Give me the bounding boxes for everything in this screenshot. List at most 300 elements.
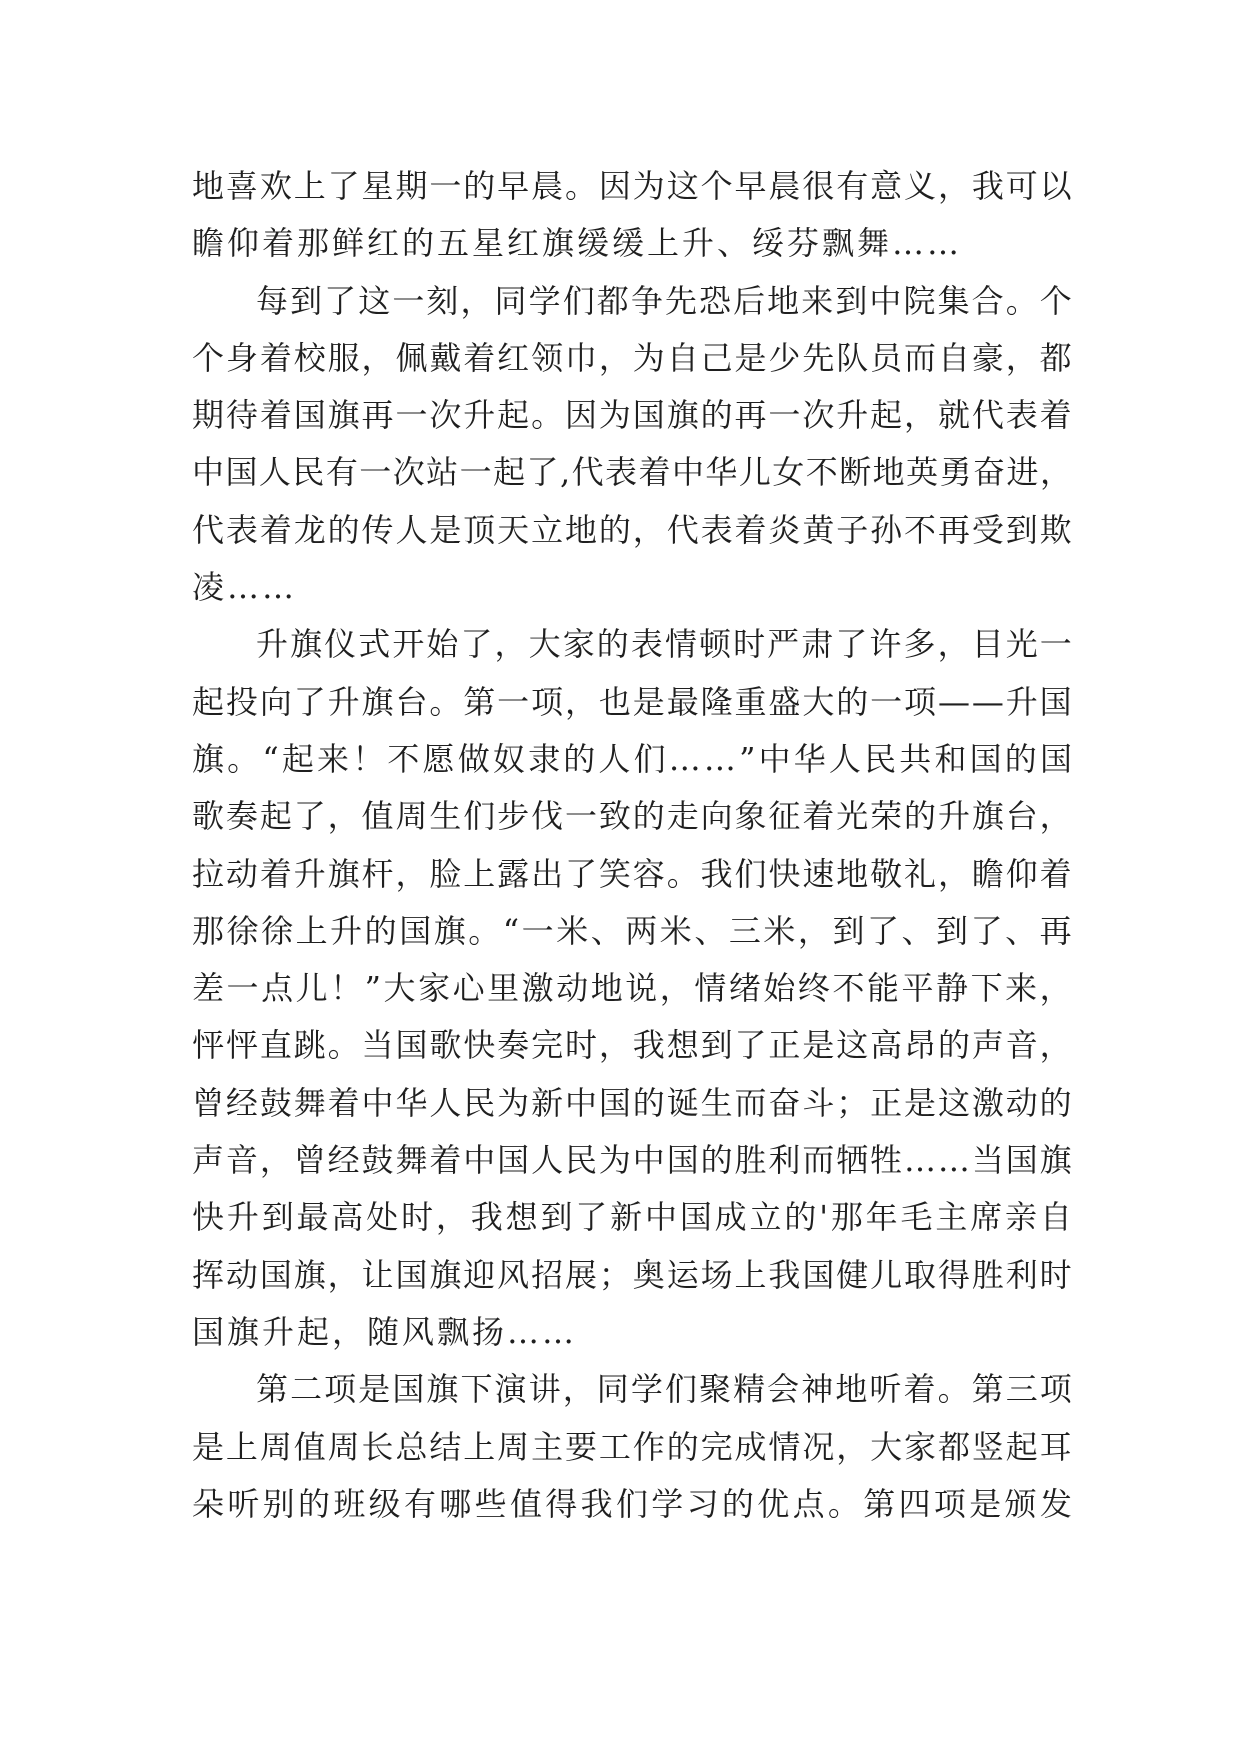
glyph: 着 xyxy=(259,510,292,549)
glyph: 容 xyxy=(632,854,665,893)
glyph: 主 xyxy=(935,1198,968,1237)
glyph: 别 xyxy=(262,1484,295,1523)
glyph: 成 xyxy=(714,1198,747,1237)
glyph: 了 xyxy=(866,911,899,950)
glyph: 直 xyxy=(259,1026,292,1065)
glyph: 早 xyxy=(734,167,767,205)
glyph: 我 xyxy=(470,1198,503,1237)
glyph: 要 xyxy=(564,1427,597,1466)
text-line: 瞻仰着那鲜红的五星红旗缓缓上升、绥芬飘舞…… xyxy=(192,224,963,263)
glyph: 曾 xyxy=(293,1141,326,1180)
glyph: 欢 xyxy=(259,167,292,205)
glyph: 两 xyxy=(625,911,658,950)
glyph: 民 xyxy=(292,453,325,492)
glyph: 国 xyxy=(632,396,665,435)
glyph: 杆 xyxy=(361,854,394,893)
glyph: 点 xyxy=(261,969,294,1008)
glyph: 是 xyxy=(429,510,462,549)
glyph: 代 xyxy=(666,510,699,549)
glyph: 时 xyxy=(564,1026,597,1065)
glyph: 意 xyxy=(870,167,903,205)
glyph: 心 xyxy=(452,969,485,1008)
glyph: — xyxy=(971,682,1004,721)
glyph: 龙 xyxy=(293,510,326,549)
glyph: ， xyxy=(598,1026,631,1065)
glyph: 这 xyxy=(358,281,391,320)
glyph: 式 xyxy=(358,625,391,664)
glyph: 黄 xyxy=(802,510,835,549)
glyph: 地 xyxy=(836,854,869,893)
glyph: 再 xyxy=(361,396,394,435)
glyph: 人 xyxy=(828,739,861,778)
glyph: 中 xyxy=(192,453,225,492)
glyph: 向 xyxy=(259,682,292,721)
glyph: 的 xyxy=(666,1427,699,1466)
glyph: 结 xyxy=(429,1427,462,1466)
glyph: ， xyxy=(598,338,631,377)
text-line xyxy=(192,616,1072,673)
glyph: 到 xyxy=(835,281,868,320)
glyph: 昂 xyxy=(904,1026,937,1065)
glyph: 表 xyxy=(225,510,258,549)
glyph: 做 xyxy=(457,739,490,778)
glyph: 中 xyxy=(361,1083,394,1122)
glyph: 舞 xyxy=(395,1141,428,1180)
glyph: 米 xyxy=(659,911,692,950)
glyph: 表 xyxy=(700,510,733,549)
glyph: 许 xyxy=(869,625,902,664)
glyph: 升 xyxy=(256,625,289,664)
glyph: 的 xyxy=(632,797,665,836)
glyph: 一 xyxy=(564,797,597,836)
glyph: 是 xyxy=(734,338,767,377)
glyph: 。 xyxy=(531,396,564,435)
glyph: 动 xyxy=(225,854,258,893)
glyph: 能 xyxy=(866,969,899,1008)
glyph: 代 xyxy=(192,510,225,549)
glyph: 走 xyxy=(666,797,699,836)
glyph: 处 xyxy=(366,1198,399,1237)
glyph: 歌 xyxy=(192,797,225,836)
glyph: 国 xyxy=(1005,1141,1038,1180)
glyph: 着 xyxy=(1039,854,1072,893)
glyph: 项 xyxy=(904,682,937,721)
glyph: 、 xyxy=(590,911,623,950)
glyph: 当 xyxy=(361,1026,394,1065)
glyph: 的 xyxy=(937,1026,970,1065)
glyph: 中 xyxy=(463,1141,496,1180)
glyph: 上 xyxy=(293,167,326,205)
glyph: 刻 xyxy=(426,281,459,320)
glyph: 们 xyxy=(562,281,595,320)
glyph: 生 xyxy=(429,797,462,836)
glyph: 聚 xyxy=(699,1370,732,1409)
glyph: 会 xyxy=(767,1370,800,1409)
glyph: 个 xyxy=(700,167,733,205)
glyph: 炎 xyxy=(768,510,801,549)
glyph: ， xyxy=(632,510,665,549)
glyph: 这 xyxy=(937,1083,970,1122)
glyph: ' xyxy=(819,1198,828,1237)
glyph: 升 xyxy=(330,911,363,950)
glyph: 健 xyxy=(836,1255,869,1294)
glyph: 队 xyxy=(836,338,869,377)
glyph: 运 xyxy=(666,1255,699,1294)
glyph: 是 xyxy=(802,1026,835,1065)
glyph: 的 xyxy=(784,1198,817,1237)
glyph: 的 xyxy=(700,396,733,435)
glyph: 得 xyxy=(545,1484,578,1523)
glyph: 耳 xyxy=(1039,1427,1072,1466)
glyph: 为 xyxy=(497,1083,530,1122)
glyph: 民 xyxy=(463,1083,496,1122)
glyph: 了 xyxy=(460,625,493,664)
glyph: 来 xyxy=(801,281,834,320)
glyph: 国 xyxy=(395,1255,428,1294)
glyph: 服 xyxy=(327,338,360,377)
glyph: 少 xyxy=(768,338,801,377)
glyph: ， xyxy=(937,167,970,205)
glyph: 地 xyxy=(872,453,905,492)
glyph: 高 xyxy=(870,1026,903,1065)
glyph: 得 xyxy=(937,1255,970,1294)
glyph: 们 xyxy=(664,1370,697,1409)
glyph: 静 xyxy=(936,969,969,1008)
glyph: 国 xyxy=(395,1026,428,1065)
glyph: 起 xyxy=(1005,1427,1038,1466)
glyph: 项 xyxy=(933,1484,966,1523)
glyph: 愿 xyxy=(422,739,455,778)
text-line xyxy=(192,502,1072,559)
glyph: 是 xyxy=(358,1370,391,1409)
glyph: 中 xyxy=(758,739,791,778)
glyph: 曾 xyxy=(192,1083,225,1122)
glyph: 到 xyxy=(832,911,865,950)
glyph: 米 xyxy=(556,911,589,950)
glyph: 次 xyxy=(802,396,835,435)
glyph: 瞻 xyxy=(971,854,1004,893)
glyph: 升 xyxy=(937,797,970,836)
glyph: 致 xyxy=(598,797,631,836)
glyph: 上 xyxy=(463,1427,496,1466)
glyph: 是 xyxy=(192,1427,225,1466)
glyph: 着 xyxy=(1039,396,1072,435)
glyph: 站 xyxy=(426,453,459,492)
glyph: 有 xyxy=(836,167,869,205)
glyph: 受 xyxy=(971,510,1004,549)
glyph: 奋 xyxy=(973,453,1006,492)
glyph: 。 xyxy=(827,1484,860,1523)
glyph: 况 xyxy=(802,1427,835,1466)
glyph: 校 xyxy=(293,338,326,377)
glyph: 晨 xyxy=(768,167,801,205)
glyph: 颁 xyxy=(1004,1484,1037,1523)
glyph: 一 xyxy=(521,911,554,950)
glyph: 脸 xyxy=(429,854,462,893)
glyph: 的 xyxy=(327,510,360,549)
glyph: 的 xyxy=(904,797,937,836)
glyph: 精 xyxy=(733,1370,766,1409)
glyph: 国 xyxy=(1039,682,1072,721)
glyph: 个 xyxy=(192,338,225,377)
glyph: 集 xyxy=(937,281,970,320)
glyph: 值 xyxy=(361,797,394,836)
glyph: ！ xyxy=(330,969,363,1008)
glyph: 舞 xyxy=(293,1083,326,1122)
glyph: 国 xyxy=(225,453,258,492)
glyph: 儿 xyxy=(738,453,771,492)
glyph: … xyxy=(937,1141,970,1180)
glyph: 地 xyxy=(590,969,623,1008)
glyph: 一 xyxy=(226,969,259,1008)
glyph: 来 xyxy=(317,739,350,778)
glyph: 着 xyxy=(802,797,835,836)
glyph: 目 xyxy=(971,625,1004,664)
glyph: 顿 xyxy=(699,625,732,664)
glyph: 年 xyxy=(865,1198,898,1237)
glyph: 升 xyxy=(327,682,360,721)
glyph: 表 xyxy=(630,625,663,664)
glyph: 怦 xyxy=(225,1026,258,1065)
glyph: 风 xyxy=(497,1255,530,1294)
glyph: 大 xyxy=(383,969,416,1008)
glyph: 牲 xyxy=(870,1141,903,1180)
glyph: 。 xyxy=(666,854,699,893)
glyph: 奏 xyxy=(497,1026,530,1065)
glyph: ， xyxy=(659,969,692,1008)
glyph: 的 xyxy=(721,1484,754,1523)
glyph: 第 xyxy=(463,682,496,721)
glyph: 和 xyxy=(934,739,967,778)
glyph: 终 xyxy=(797,969,830,1008)
glyph: 跳 xyxy=(293,1026,326,1065)
glyph: ， xyxy=(836,1427,869,1466)
glyph: 怦 xyxy=(192,1026,225,1065)
glyph: 米 xyxy=(763,911,796,950)
glyph: 因 xyxy=(598,167,631,205)
glyph: 国 xyxy=(399,911,432,950)
glyph: 奥 xyxy=(632,1255,665,1294)
glyph: 到 xyxy=(290,281,323,320)
glyph: 红 xyxy=(497,338,530,377)
glyph: 听 xyxy=(227,1484,260,1523)
glyph: 总 xyxy=(395,1427,428,1466)
glyph: 都 xyxy=(1039,338,1072,377)
glyph: 诞 xyxy=(666,1083,699,1122)
glyph: 作 xyxy=(632,1427,665,1466)
glyph: 地 xyxy=(767,281,800,320)
glyph: ！ xyxy=(352,739,385,778)
glyph: 步 xyxy=(497,797,530,836)
glyph: ， xyxy=(1005,338,1038,377)
glyph: 一 xyxy=(768,396,801,435)
glyph: 的 xyxy=(297,1484,330,1523)
text-line xyxy=(192,330,1072,387)
glyph: 们 xyxy=(633,739,666,778)
glyph: 奏 xyxy=(225,797,258,836)
glyph: 很 xyxy=(802,167,835,205)
glyph: 神 xyxy=(801,1370,834,1409)
glyph: 激 xyxy=(971,1083,1004,1122)
glyph: 时 xyxy=(401,1198,434,1237)
glyph: 、 xyxy=(1005,911,1038,950)
glyph: 开 xyxy=(392,625,425,664)
glyph: 着 xyxy=(327,1083,360,1122)
glyph: 大 xyxy=(802,682,835,721)
glyph: 。 xyxy=(564,167,597,205)
text-line xyxy=(192,674,1072,731)
glyph: 合 xyxy=(971,281,1004,320)
glyph: 动 xyxy=(225,1255,258,1294)
glyph: 恐 xyxy=(699,281,732,320)
glyph: 多 xyxy=(903,625,936,664)
glyph: 那 xyxy=(830,1198,863,1237)
glyph: ， xyxy=(361,338,394,377)
text-line xyxy=(192,731,1072,788)
glyph: 竖 xyxy=(971,1427,1004,1466)
glyph: 音 xyxy=(225,1141,258,1180)
glyph: 有 xyxy=(403,1484,436,1523)
glyph: 席 xyxy=(970,1198,1003,1237)
glyph: 国 xyxy=(1039,739,1072,778)
glyph: 升 xyxy=(836,396,869,435)
glyph: 仰 xyxy=(1005,854,1038,893)
glyph: 主 xyxy=(531,1427,564,1466)
glyph: 到 xyxy=(700,1026,733,1065)
glyph: 不 xyxy=(387,739,420,778)
glyph: 三 xyxy=(1005,1370,1038,1409)
glyph: 旗 xyxy=(192,739,225,778)
glyph: 经 xyxy=(327,1141,360,1180)
glyph: 这 xyxy=(836,1026,869,1065)
glyph: 盛 xyxy=(768,682,801,721)
text-line xyxy=(192,788,1072,845)
glyph: 时 xyxy=(733,625,766,664)
glyph: 升 xyxy=(226,1198,259,1237)
glyph: 新 xyxy=(531,1083,564,1122)
glyph: 一 xyxy=(459,453,492,492)
glyph: … xyxy=(668,739,701,778)
glyph: 伐 xyxy=(531,797,564,836)
glyph: 旗 xyxy=(971,797,1004,836)
glyph: 先 xyxy=(802,338,835,377)
glyph: 一 xyxy=(870,682,903,721)
glyph: 哪 xyxy=(439,1484,472,1523)
glyph: , xyxy=(559,453,571,492)
glyph: 朵 xyxy=(192,1484,225,1523)
glyph: 着 xyxy=(463,338,496,377)
glyph: 地 xyxy=(564,510,597,549)
glyph: 上 xyxy=(225,1427,258,1466)
glyph: 音 xyxy=(1005,1026,1038,1065)
glyph: 迎 xyxy=(463,1255,496,1294)
glyph: ， xyxy=(797,911,830,950)
glyph: 值 xyxy=(293,1427,326,1466)
glyph: 光 xyxy=(836,797,869,836)
glyph: 点 xyxy=(792,1484,825,1523)
glyph: 长 xyxy=(361,1427,394,1466)
glyph: 项 xyxy=(1039,1370,1072,1409)
glyph: 着 xyxy=(259,338,292,377)
glyph: 着 xyxy=(259,396,292,435)
glyph: 升 xyxy=(463,396,496,435)
glyph: 都 xyxy=(937,1427,970,1466)
glyph: 身 xyxy=(225,338,258,377)
glyph: 仪 xyxy=(324,625,357,664)
glyph: 重 xyxy=(734,682,767,721)
glyph: 我 xyxy=(768,1255,801,1294)
glyph: 人 xyxy=(531,1141,564,1180)
glyph: 同 xyxy=(596,1370,629,1409)
glyph: 上 xyxy=(734,1255,767,1294)
glyph: 传 xyxy=(361,510,394,549)
glyph: 习 xyxy=(686,1484,719,1523)
glyph: 旗 xyxy=(426,1370,459,1409)
glyph: 了 xyxy=(734,1026,767,1065)
glyph: 徐 xyxy=(226,911,259,950)
glyph: 院 xyxy=(903,281,936,320)
glyph: 一 xyxy=(395,396,428,435)
glyph: 义 xyxy=(904,167,937,205)
glyph: 第 xyxy=(863,1484,896,1523)
glyph: 再 xyxy=(734,396,767,435)
glyph: 那 xyxy=(192,911,225,950)
glyph: 上 xyxy=(463,854,496,893)
glyph: 国 xyxy=(969,739,1002,778)
glyph: ， xyxy=(1039,453,1072,492)
glyph: 期 xyxy=(395,167,428,205)
glyph: 旗 xyxy=(666,396,699,435)
glyph: 完 xyxy=(531,1026,564,1065)
glyph: 级 xyxy=(368,1484,401,1523)
glyph: 始 xyxy=(763,969,796,1008)
glyph: 项 xyxy=(324,1370,357,1409)
glyph: 起 xyxy=(497,396,530,435)
glyph: 让 xyxy=(361,1255,394,1294)
glyph: 晨 xyxy=(531,167,564,205)
glyph: 戴 xyxy=(429,338,462,377)
glyph: 民 xyxy=(864,739,897,778)
glyph: 国 xyxy=(497,1141,530,1180)
glyph: 一 xyxy=(392,281,425,320)
glyph: 们 xyxy=(734,854,767,893)
glyph: 笑 xyxy=(598,854,631,893)
glyph: 表 xyxy=(1005,396,1038,435)
glyph: 巾 xyxy=(564,338,597,377)
glyph: 正 xyxy=(768,1026,801,1065)
glyph: 地 xyxy=(192,167,225,205)
glyph: ， xyxy=(1039,969,1072,1008)
glyph: 国 xyxy=(259,1255,292,1294)
glyph: 领 xyxy=(531,338,564,377)
glyph: 争 xyxy=(630,281,663,320)
glyph: 高 xyxy=(331,1198,364,1237)
glyph: 台 xyxy=(395,682,428,721)
text-line xyxy=(192,1247,1072,1304)
glyph: 是 xyxy=(904,1083,937,1122)
glyph: 国 xyxy=(598,1083,631,1122)
glyph: 代 xyxy=(971,396,1004,435)
glyph: 。 xyxy=(327,1026,360,1065)
glyph: 民 xyxy=(564,1141,597,1180)
glyph: 国 xyxy=(293,396,326,435)
glyph: 动 xyxy=(1005,1083,1038,1122)
glyph: 完 xyxy=(700,1427,733,1466)
glyph: 胜 xyxy=(971,1255,1004,1294)
glyph: 国 xyxy=(392,1370,425,1409)
glyph: 星 xyxy=(361,167,394,205)
glyph: 不 xyxy=(832,969,865,1008)
